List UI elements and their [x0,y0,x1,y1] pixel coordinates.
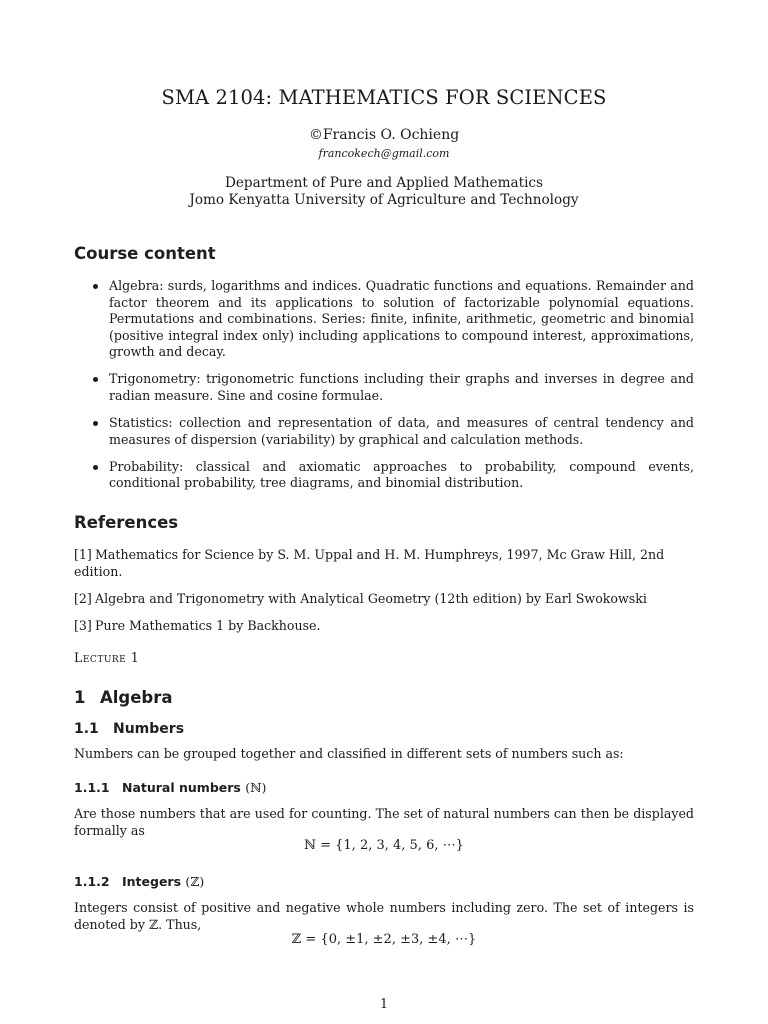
page-number: 1 [379,996,388,1011]
author-name: ©Francis O. Ochieng [308,127,460,143]
subsubsection-number: 1.1.1 [74,780,110,795]
bullet-icon [93,377,98,382]
course-content-list [92,278,694,503]
list-item: Trigonometry: trigonometric functions including their graphs and inverses in degree and radian measure. Sine and cosine formulae. [92,371,694,404]
list-item: Probability: classical and axiomatic approaches to probability, compound events, conditional probability, tree diagrams, and binomial distribution. [92,459,694,492]
subsubsection-number: 1.1.2 [74,874,110,889]
section-number: 1 [74,688,86,707]
reference-item [74,618,694,635]
subsubsection-title: Integers [122,874,182,889]
course-content-heading: Course content [74,244,216,263]
author-email: francokech@gmail.com [318,147,450,160]
reference-item [74,591,694,608]
list-item: Algebra: surds, logarithms and indices. Quadratic functions and equations. Remainder and factor theorem and its applications to solution of factorizable polynomial equations. Permutations and combinations. Series: finite, infinite, arithmetic, geometric and binomial (positive integral index only) including applications to compound interest, approximations, growth and decay. [92,278,694,361]
reference-text: Algebra and Trigonometry with Analytical Geometry (12th edition) by Earl Swokowski [95,590,647,606]
reference-number: [3] [74,617,92,633]
bullet-icon [93,284,98,289]
affiliation [0,175,768,208]
natural-description: Are those numbers that are used for counting. The set of natural numbers can then be displayed formally as [74,806,694,838]
subsubsection-heading-natural [74,780,266,795]
references-list [74,547,694,645]
reference-text: Pure Mathematics 1 by Backhouse. [95,617,321,633]
numbers-intro: Numbers can be grouped together and classified in different sets of numbers such as: [74,746,624,761]
department-name: Department of Pure and Applied Mathematics [224,175,544,191]
subsection-title: Numbers [113,721,185,737]
section-title: Algebra [100,688,173,707]
references-heading: References [74,513,179,532]
list-item: Statistics: collection and representation of data, and measures of central tendency and measures of dispersion (variability) by graphical and calculation methods. [92,415,694,448]
document-title: SMA 2104: MATHEMATICS FOR SCIENCES [161,86,607,109]
subsection-number: 1.1 [74,721,99,737]
reference-number: [2] [74,590,92,606]
subsubsection-title: Natural numbers [122,780,241,795]
subsubsection-heading-integers [74,874,204,889]
natural-symbol: (ℕ) [245,780,267,795]
university-name: Jomo Kenyatta University of Agriculture and Technology [189,191,579,208]
reference-text: Mathematics for Science by S. M. Uppal and H. M. Humphreys, 1997, Mc Graw Hill, 2nd edition. [74,547,665,579]
bullet-icon [93,421,98,426]
section-heading [74,688,173,707]
bullet-icon [93,465,98,470]
integers-symbol: (ℤ) [185,874,205,889]
integers-formula: ℤ = {0, ±1, ±2, ±3, ±4, ⋯} [291,932,477,947]
reference-item [74,547,694,580]
natural-formula: ℕ = {1, 2, 3, 4, 5, 6, ⋯} [304,838,464,853]
reference-number: [1] [74,547,92,562]
subsection-heading [74,721,184,737]
integers-description: Integers consist of positive and negative whole numbers including zero. The set of integers is denoted by ℤ. Thus, [74,900,694,932]
lecture-label: Lecture 1 [74,650,140,665]
